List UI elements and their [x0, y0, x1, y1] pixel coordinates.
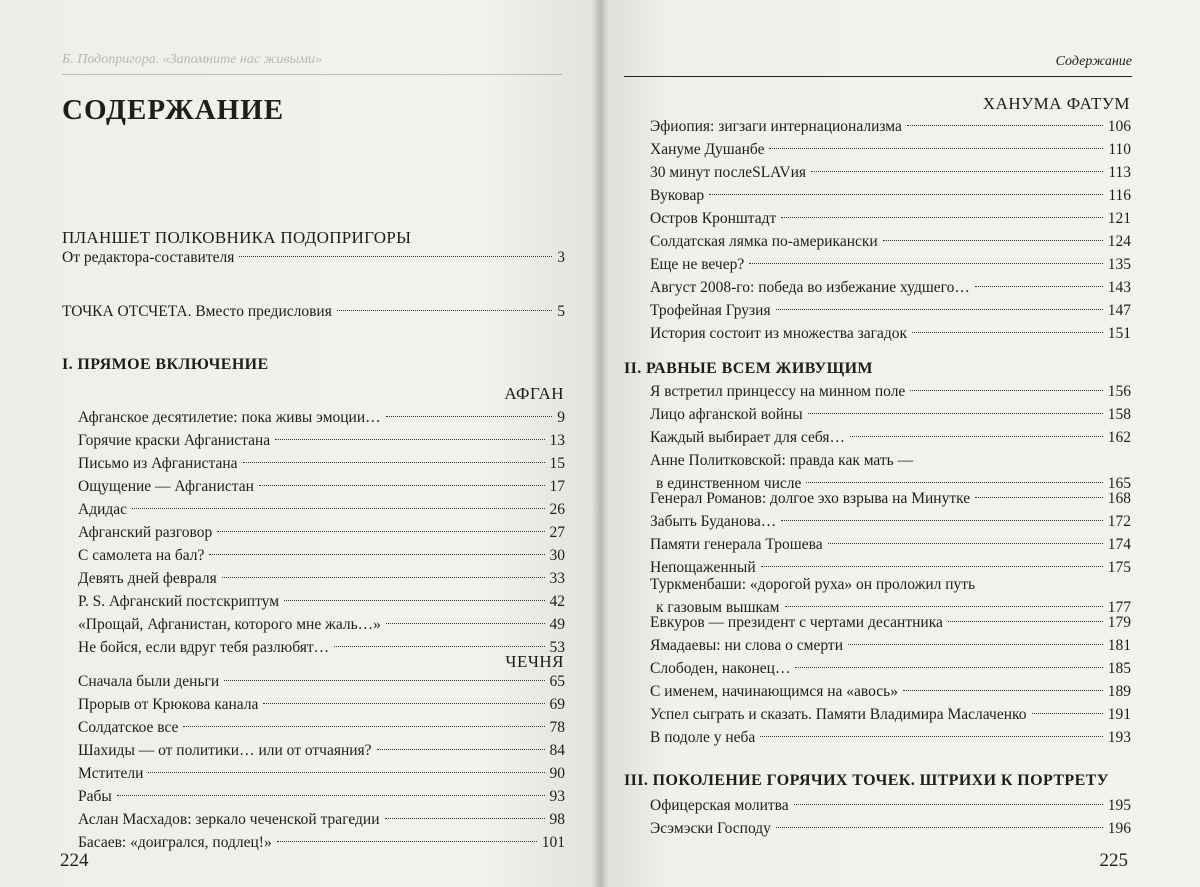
- toc-entry-page: 196: [1107, 820, 1131, 837]
- toc-entry-page: 3: [557, 249, 565, 266]
- toc-entry-text: Туркменбаши: «дорогой руха» он проложил путь: [650, 576, 976, 593]
- dot-leader: [385, 818, 545, 819]
- toc-entry-text: Прорыв от Крюкова канала: [78, 696, 259, 713]
- toc-entry: [650, 138, 1131, 161]
- toc-entry-text: С именем, начинающимся на «авось»: [650, 683, 898, 700]
- toc-entry: [650, 611, 1131, 634]
- dot-leader: [377, 749, 545, 750]
- toc-entry-text: Забыть Буданова…: [650, 513, 777, 530]
- dot-leader: [334, 646, 544, 647]
- toc-entry-page: 179: [1107, 614, 1131, 631]
- dot-leader: [883, 240, 1103, 241]
- toc-entry: [650, 161, 1131, 184]
- right-page: [600, 0, 1200, 887]
- toc-entry-text: Вуковар: [650, 187, 705, 204]
- toc-entry-page: 49: [549, 616, 565, 633]
- toc-part3: [650, 794, 1131, 840]
- toc-entry: [650, 680, 1131, 703]
- toc-entry-text: Трофейная Грузия: [650, 302, 771, 319]
- toc-entry-page: 101: [541, 834, 565, 851]
- toc-entry-text: Успел сыграть и сказать. Памяти Владимира Маслаченко: [650, 706, 1027, 723]
- toc-entry-text: Анне Политковской: правда как мать —: [650, 452, 914, 469]
- toc-entry-page: 5: [557, 303, 565, 320]
- toc-part2-a: [650, 380, 1131, 449]
- page-number-right: 225: [1099, 850, 1128, 871]
- toc-entry: [78, 716, 565, 739]
- toc-entry-page: 174: [1107, 536, 1131, 553]
- toc-entry-page: 33: [549, 570, 565, 587]
- toc-entry: [650, 703, 1131, 726]
- toc-entry-text: Горячие краски Афганистана: [78, 432, 271, 449]
- running-head-left: Б. Подопригора. «Запомните нас живыми»: [62, 52, 323, 67]
- toc-entry-page: 93: [549, 788, 565, 805]
- dot-leader: [222, 577, 545, 578]
- dot-leader: [277, 841, 537, 842]
- toc-part2-c: [650, 611, 1131, 749]
- toc-entry-page: 15: [549, 455, 565, 472]
- toc-entry-text: Слободен, наконец…: [650, 660, 791, 677]
- toc-entry-page: 172: [1107, 513, 1131, 530]
- toc-entry-page: 135: [1107, 256, 1131, 273]
- dot-leader: [769, 148, 1103, 149]
- toc-entry-page: 193: [1107, 729, 1131, 746]
- dot-leader: [785, 606, 1103, 607]
- toc-entry-page: 185: [1107, 660, 1131, 677]
- dot-leader: [1032, 713, 1103, 714]
- dot-leader: [948, 621, 1103, 622]
- dot-leader: [183, 726, 544, 727]
- dot-leader: [781, 217, 1102, 218]
- toc-entry-page: 121: [1107, 210, 1131, 227]
- toc-entry: [78, 544, 565, 567]
- toc-entry-text: Ямадаевы: ни слова о смерти: [650, 637, 843, 654]
- section-title-planshet: ПЛАНШЕТ ПОЛКОВНИКА ПОДОПРИГОРЫ: [62, 228, 412, 247]
- toc-entry-page: 13: [549, 432, 565, 449]
- dot-leader: [709, 194, 1103, 195]
- dot-leader: [209, 554, 544, 555]
- toc-entry-text: Письмо из Афганистана: [78, 455, 238, 472]
- toc-entry: [650, 794, 1131, 817]
- toc-entry-text: Ощущение — Афганистан: [78, 478, 254, 495]
- toc-entry-page: 30: [549, 547, 565, 564]
- toc-section2: [62, 300, 565, 323]
- toc-entry-page: 26: [549, 501, 565, 518]
- toc-entry-page: 191: [1107, 706, 1131, 723]
- toc-entry-text: Мстители: [78, 765, 144, 782]
- toc-entry-text: С самолета на бал?: [78, 547, 205, 564]
- toc-entry-text: Рабы: [78, 788, 112, 805]
- toc-entry-page: 156: [1107, 383, 1131, 400]
- toc-entry: [78, 693, 565, 716]
- dot-leader: [975, 286, 1103, 287]
- toc-entry: [78, 636, 565, 659]
- toc-entry-text: Непощаженный: [650, 559, 756, 576]
- toc-entry-page: 65: [549, 673, 565, 690]
- toc-entry-text: Афганский разговор: [78, 524, 213, 541]
- toc-entry: [62, 300, 565, 323]
- page-number-left: 224: [60, 850, 89, 871]
- toc-entry: [650, 322, 1131, 345]
- toc-entry-text: Каждый выбирает для себя…: [650, 429, 845, 446]
- dot-leader: [776, 309, 1103, 310]
- toc-entry: [78, 406, 565, 429]
- toc-chechnya: [78, 670, 565, 854]
- toc-entry: [650, 380, 1131, 403]
- toc-entry-text: Девять дней февраля: [78, 570, 217, 587]
- toc-entry: [78, 498, 565, 521]
- part-title-3: III. ПОКОЛЕНИЕ ГОРЯЧИХ ТОЧЕК. ШТРИХИ К ПОРТРЕТУ: [624, 772, 1109, 789]
- toc-entry-page: 53: [549, 639, 565, 656]
- toc-entry: [78, 590, 565, 613]
- dot-leader: [795, 667, 1102, 668]
- toc-entry: [62, 246, 565, 269]
- toc-entry-text: Лицо афганской войны: [650, 406, 803, 423]
- toc-entry-page: 27: [549, 524, 565, 541]
- toc-entry: [650, 253, 1131, 276]
- toc-entry-text: Я встретил принцессу на минном поле: [650, 383, 906, 400]
- dot-leader: [975, 497, 1103, 498]
- running-head-right: Содержание: [1055, 54, 1132, 69]
- toc-entry: [78, 475, 565, 498]
- toc-entry-page: 162: [1107, 429, 1131, 446]
- dot-leader: [263, 703, 544, 704]
- toc-entry-page: 165: [1107, 475, 1131, 492]
- dot-leader: [907, 125, 1103, 126]
- part-title-2: II. РАВНЫЕ ВСЕМ ЖИВУЩИМ: [624, 360, 873, 377]
- toc-entry-page: 143: [1107, 279, 1131, 296]
- dot-leader: [239, 256, 552, 257]
- head-rule-left: [62, 74, 562, 75]
- dot-leader: [386, 416, 553, 417]
- toc-entry: [650, 533, 1131, 556]
- toc-entry-page: 158: [1107, 406, 1131, 423]
- toc-entry-text: Афганское десятилетие: пока живы эмоции…: [78, 409, 381, 426]
- toc-entry: [78, 785, 565, 808]
- toc-entry-text: Август 2008-го: победа во избежание худшего…: [650, 279, 970, 296]
- toc-entry: [650, 403, 1131, 426]
- toc-entry: [78, 762, 565, 785]
- toc-entry-page: 42: [549, 593, 565, 610]
- toc-entry-page: 78: [549, 719, 565, 736]
- toc-entry-text: В подоле у неба: [650, 729, 756, 746]
- book-gutter: [592, 0, 608, 887]
- toc-entry-page: 17: [549, 478, 565, 495]
- dot-leader: [284, 600, 544, 601]
- toc-entry-text: Шахиды — от политики… или от отчаяния?: [78, 742, 372, 759]
- toc-entry-page: 181: [1107, 637, 1131, 654]
- dot-leader: [217, 531, 544, 532]
- toc-entry: [650, 510, 1131, 533]
- toc-entry-text: Адидас: [78, 501, 128, 518]
- toc-entry-text: к газовым вышкам: [656, 599, 780, 616]
- toc-entry-text: Евкуров — президент с чертами десантника: [650, 614, 943, 631]
- toc-part2-b: [650, 487, 1131, 579]
- dot-leader: [761, 566, 1103, 567]
- toc-entry-page: 98: [549, 811, 565, 828]
- toc-entry: [650, 207, 1131, 230]
- toc-entry: [650, 726, 1131, 749]
- toc-entry-text: ТОЧКА ОТСЧЕТА. Вместо предисловия: [62, 303, 332, 320]
- toc-entry: [650, 184, 1131, 207]
- toc-entry-page: 90: [549, 765, 565, 782]
- toc-hanuma: [650, 115, 1131, 345]
- toc-entry-text: «Прощай, Афганистан, которого мне жаль…»: [78, 616, 381, 633]
- toc-entry-page: 84: [549, 742, 565, 759]
- dot-leader: [148, 772, 544, 773]
- dot-leader: [275, 439, 544, 440]
- toc-entry-text: От редактора-составителя: [62, 249, 235, 266]
- toc-entry-page: 177: [1107, 599, 1131, 616]
- toc-entry: [650, 657, 1131, 680]
- toc-entry: [78, 521, 565, 544]
- toc-entry-page: 9: [557, 409, 565, 426]
- toc-entry-text: P. S. Афганский постскриптум: [78, 593, 280, 610]
- dot-leader: [910, 390, 1102, 391]
- dot-leader: [259, 485, 545, 486]
- toc-entry: [78, 613, 565, 636]
- toc-entry-text: Памяти генерала Трошева: [650, 536, 823, 553]
- dot-leader: [117, 795, 545, 796]
- subsection-hanuma: ХАНУМА ФАТУМ: [982, 94, 1130, 113]
- toc-entry-page: 124: [1107, 233, 1131, 250]
- toc-entry: [78, 452, 565, 475]
- page-title: СОДЕРЖАНИЕ: [62, 94, 285, 126]
- toc-entry-page: 110: [1108, 141, 1131, 158]
- toc-entry: [78, 808, 565, 831]
- toc-entry-text: Аслан Масхадов: зеркало чеченской трагедии: [78, 811, 380, 828]
- toc-entry-text: Не бойся, если вдруг тебя разлюбят…: [78, 639, 330, 656]
- subsection-afgan: АФГАН: [504, 384, 564, 403]
- toc-entry-page: 116: [1108, 187, 1131, 204]
- toc-entry-text: Басаев: «доигрался, подлец!»: [78, 834, 272, 851]
- toc-entry: [78, 831, 565, 854]
- head-rule-right: [624, 76, 1132, 77]
- toc-entry-page: 106: [1107, 118, 1131, 135]
- toc-entry: [78, 739, 565, 762]
- toc-entry-page: 189: [1107, 683, 1131, 700]
- toc-afgan: [78, 406, 565, 659]
- toc-entry-text: Эфиопия: зигзаги интернационализма: [650, 118, 902, 135]
- dot-leader: [808, 413, 1103, 414]
- dot-leader: [386, 623, 545, 624]
- toc-entry-text: Генерал Романов: долгое эхо взрыва на Минутке: [650, 490, 971, 507]
- toc-entry-text: Солдатская лямка по-американски: [650, 233, 878, 250]
- toc-entry-text: Еще не вечер?: [650, 256, 745, 273]
- dot-leader: [760, 736, 1102, 737]
- dot-leader: [749, 263, 1103, 264]
- toc-entry-text: Сначала были деньги: [78, 673, 220, 690]
- toc-entry: [650, 426, 1131, 449]
- dot-leader: [850, 436, 1103, 437]
- dot-leader: [806, 482, 1102, 483]
- toc-entry-page: 168: [1107, 490, 1131, 507]
- toc-entry-text: 30 минут послеSLAVия: [650, 164, 806, 181]
- toc-entry-page: 151: [1107, 325, 1131, 342]
- toc-entry: [650, 230, 1131, 253]
- toc-entry: [650, 634, 1131, 657]
- toc-entry: [78, 567, 565, 590]
- toc-entry: [650, 115, 1131, 138]
- dot-leader: [811, 171, 1103, 172]
- toc-entry-page: 175: [1107, 559, 1131, 576]
- subsection-chechnya: ЧЕЧНЯ: [505, 652, 564, 671]
- toc-entry-page: 69: [549, 696, 565, 713]
- toc-entry-text: Эсэмэски Господу: [650, 820, 771, 837]
- dot-leader: [337, 310, 552, 311]
- toc-entry-text: Офицерская молитва: [650, 797, 789, 814]
- toc-entry-text: Остров Кронштадт: [650, 210, 777, 227]
- dot-leader: [848, 644, 1103, 645]
- toc-entry: [78, 670, 565, 693]
- toc-entry-page: 147: [1107, 302, 1131, 319]
- toc-entry: [650, 487, 1131, 510]
- toc-entry: [650, 276, 1131, 299]
- toc-entry-text: История состоит из множества загадок: [650, 325, 908, 342]
- dot-leader: [243, 462, 545, 463]
- dot-leader: [903, 690, 1103, 691]
- toc-entry-page: 195: [1107, 797, 1131, 814]
- dot-leader: [794, 804, 1103, 805]
- dot-leader: [776, 827, 1103, 828]
- toc-entry-text: Хануме Душанбе: [650, 141, 765, 158]
- toc-entry: [78, 429, 565, 452]
- toc-entry-text: в единственном числе: [656, 475, 802, 492]
- dot-leader: [912, 332, 1103, 333]
- dot-leader: [828, 543, 1103, 544]
- toc-entry-text: Солдатское все: [78, 719, 179, 736]
- dot-leader: [224, 680, 544, 681]
- part-title-1: I. ПРЯМОЕ ВКЛЮЧЕНИЕ: [62, 356, 269, 373]
- dot-leader: [132, 508, 544, 509]
- toc-entry: [650, 817, 1131, 840]
- toc-section1: [62, 246, 565, 269]
- toc-entry-page: 113: [1108, 164, 1131, 181]
- toc-entry: [650, 299, 1131, 322]
- dot-leader: [781, 520, 1102, 521]
